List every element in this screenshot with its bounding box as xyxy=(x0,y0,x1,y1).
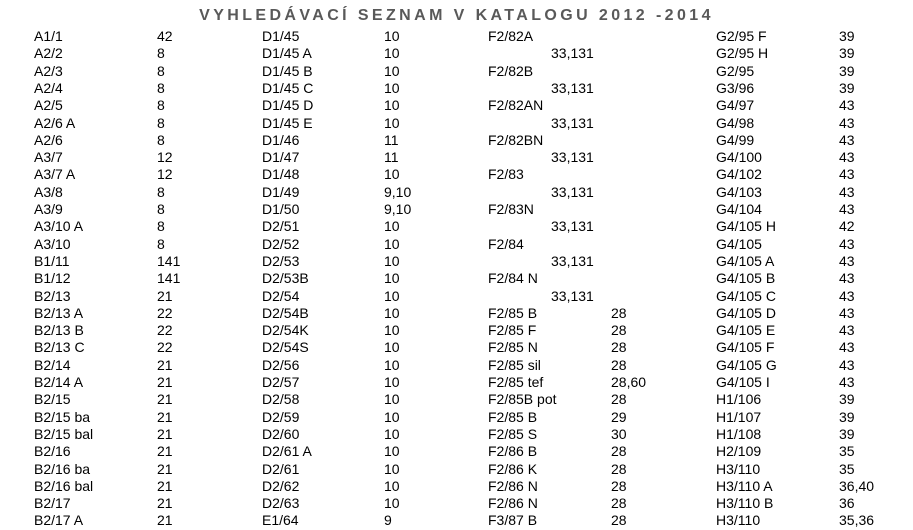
entry-code: B2/15 ba xyxy=(34,409,91,425)
entry-code: D2/51 xyxy=(262,218,300,234)
entry-page: 21 xyxy=(157,461,173,477)
entry-page: 10 xyxy=(384,461,400,477)
entry-code: A3/8 xyxy=(34,184,63,200)
entry-code: D1/49 xyxy=(262,184,300,200)
entry-code: G2/95 H xyxy=(716,45,769,61)
entry-code: G4/105 H xyxy=(716,218,776,234)
entry-code: D1/45 B xyxy=(262,63,313,79)
entry-page: 35,36 xyxy=(839,512,875,528)
entry-page: 10 xyxy=(384,478,400,494)
entry-page: 8 xyxy=(157,63,165,79)
entry-page: 35 xyxy=(839,443,855,459)
entry-code: F2/85B pot xyxy=(488,391,557,407)
entry-code: G4/105 B xyxy=(716,270,776,286)
entry-code: D2/53B xyxy=(262,270,309,286)
entry-code: D2/58 xyxy=(262,391,300,407)
entry-code: D2/59 xyxy=(262,409,300,425)
entry-page: 39 xyxy=(839,28,855,44)
entry-page: 21 xyxy=(157,409,173,425)
entry-page: 43 xyxy=(839,305,855,321)
entry-page: 33,131 xyxy=(551,149,594,165)
entry-page: 29 xyxy=(611,409,627,425)
entry-code: H3/110 xyxy=(716,461,761,477)
entry-code: G4/104 xyxy=(716,201,762,217)
entry-code: A2/5 xyxy=(34,97,63,113)
entry-code: A2/4 xyxy=(34,80,63,96)
entry-code: H1/108 xyxy=(716,426,762,442)
entry-page: 43 xyxy=(839,253,855,269)
entry-code: D2/62 xyxy=(262,478,300,494)
entry-code: H1/107 xyxy=(716,409,762,425)
entry-code: H3/110 B xyxy=(716,495,774,511)
entry-code: B2/16 bal xyxy=(34,478,94,494)
entry-page: 10 xyxy=(384,305,400,321)
entry-code: F3/87 B xyxy=(488,512,538,528)
entry-code: F2/85 F xyxy=(488,322,537,338)
entry-code: D1/48 xyxy=(262,166,300,182)
entry-page: 10 xyxy=(384,28,400,44)
entry-code: G4/105 G xyxy=(716,357,777,373)
entry-code: G4/105 F xyxy=(716,339,775,355)
entry-page: 8 xyxy=(157,97,165,113)
entry-code: G2/95 F xyxy=(716,28,767,44)
entry-page: 8 xyxy=(157,45,165,61)
entry-code: D1/45 A xyxy=(262,45,312,61)
entry-code: D2/60 xyxy=(262,426,300,442)
entry-page: 42 xyxy=(839,218,855,234)
entry-code: H2/109 xyxy=(716,443,762,459)
entry-code: D1/47 xyxy=(262,149,300,165)
entry-code: G2/95 xyxy=(716,63,755,79)
entry-code: F2/85 tef xyxy=(488,374,544,390)
entry-code: F2/85 B xyxy=(488,409,538,425)
entry-page: 39 xyxy=(839,80,855,96)
entry-code: A2/6 xyxy=(34,132,63,148)
entry-page: 36 xyxy=(839,495,855,511)
entry-code: B2/13 B xyxy=(34,322,84,338)
entry-page: 8 xyxy=(157,115,165,131)
entry-page: 10 xyxy=(384,45,400,61)
entry-page: 43 xyxy=(839,374,855,390)
entry-code: F2/85 N xyxy=(488,339,538,355)
entry-page: 8 xyxy=(157,80,165,96)
entry-page: 9,10 xyxy=(384,184,412,200)
entry-page: 10 xyxy=(384,374,400,390)
entry-code: A2/3 xyxy=(34,63,63,79)
entry-page: 8 xyxy=(157,132,165,148)
entry-page: 33,131 xyxy=(551,218,594,234)
entry-code: D2/54K xyxy=(262,322,309,338)
entry-code: D2/54 xyxy=(262,288,300,304)
entry-code: D1/45 E xyxy=(262,115,313,131)
entry-page: 33,131 xyxy=(551,253,594,269)
entry-page: 10 xyxy=(384,236,400,252)
entry-code: B2/14 xyxy=(34,357,71,373)
entry-code: A3/10 A xyxy=(34,218,84,234)
entry-code: B2/13 xyxy=(34,288,71,304)
entry-page: 10 xyxy=(384,63,400,79)
entry-page: 10 xyxy=(384,495,400,511)
entry-page: 33,131 xyxy=(551,115,594,131)
entry-page: 43 xyxy=(839,184,855,200)
entry-page: 42 xyxy=(157,28,173,44)
entry-page: 12 xyxy=(157,166,173,182)
entry-code: G4/105 I xyxy=(716,374,770,390)
entry-code: F2/82B xyxy=(488,63,534,79)
entry-page: 39 xyxy=(839,63,855,79)
entry-page: 43 xyxy=(839,322,855,338)
entry-page: 28 xyxy=(611,443,627,459)
entry-code: F2/82BN xyxy=(488,132,544,148)
index-table xyxy=(0,28,913,530)
entry-page: 10 xyxy=(384,288,400,304)
entry-code: A3/7 xyxy=(34,149,63,165)
entry-page: 10 xyxy=(384,115,400,131)
entry-page: 21 xyxy=(157,478,173,494)
entry-page: 10 xyxy=(384,426,400,442)
entry-page: 22 xyxy=(157,339,173,355)
entry-page: 28 xyxy=(611,478,627,494)
entry-page: 28 xyxy=(611,305,627,321)
entry-page: 28 xyxy=(611,495,627,511)
entry-page: 43 xyxy=(839,115,855,131)
entry-page: 21 xyxy=(157,512,173,528)
entry-code: F2/86 N xyxy=(488,495,538,511)
entry-code: F2/82A xyxy=(488,28,534,44)
entry-code: A3/7 A xyxy=(34,166,76,182)
entry-page: 21 xyxy=(157,288,173,304)
entry-code: F2/83N xyxy=(488,201,534,217)
entry-page: 11 xyxy=(384,132,399,148)
entry-page: 43 xyxy=(839,236,855,252)
entry-code: D2/54S xyxy=(262,339,309,355)
entry-page: 8 xyxy=(157,236,165,252)
entry-page: 8 xyxy=(157,184,165,200)
entry-page: 10 xyxy=(384,166,400,182)
entry-code: F2/83 xyxy=(488,166,524,182)
entry-code: B2/15 xyxy=(34,391,71,407)
entry-code: D2/52 xyxy=(262,236,300,252)
entry-page: 39 xyxy=(839,391,855,407)
entry-code: D1/46 xyxy=(262,132,300,148)
entry-code: D2/61 xyxy=(262,461,300,477)
entry-page: 35 xyxy=(839,461,855,477)
entry-page: 10 xyxy=(384,97,400,113)
entry-page: 43 xyxy=(839,201,855,217)
entry-page: 10 xyxy=(384,357,400,373)
entry-page: 10 xyxy=(384,218,400,234)
entry-code: F2/85 S xyxy=(488,426,538,442)
entry-page: 28 xyxy=(611,461,627,477)
entry-page: 28 xyxy=(611,391,627,407)
entry-code: B2/17 xyxy=(34,495,71,511)
entry-code: B1/11 xyxy=(34,253,70,269)
entry-page: 28 xyxy=(611,512,627,528)
entry-page: 28,60 xyxy=(611,374,647,390)
entry-code: G4/98 xyxy=(716,115,755,131)
entry-code: F2/85 B xyxy=(488,305,538,321)
entry-code: G4/105 xyxy=(716,236,762,252)
entry-page: 22 xyxy=(157,305,173,321)
entry-page: 12 xyxy=(157,149,173,165)
entry-page: 39 xyxy=(839,409,855,425)
entry-code: D2/61 A xyxy=(262,443,312,459)
entry-code: D2/56 xyxy=(262,357,300,373)
entry-page: 21 xyxy=(157,391,173,407)
entry-page: 8 xyxy=(157,201,165,217)
entry-code: B2/13 C xyxy=(34,339,85,355)
entry-code: G4/105 C xyxy=(716,288,776,304)
entry-code: G4/102 xyxy=(716,166,762,182)
entry-code: B2/13 A xyxy=(34,305,84,321)
entry-code: G4/99 xyxy=(716,132,755,148)
entry-code: F2/86 B xyxy=(488,443,538,459)
entry-code: D2/53 xyxy=(262,253,300,269)
entry-page: 43 xyxy=(839,149,855,165)
entry-page: 8 xyxy=(157,218,165,234)
entry-code: B1/12 xyxy=(34,270,71,286)
entry-code: G4/105 D xyxy=(716,305,776,321)
entry-page: 10 xyxy=(384,391,400,407)
entry-page: 28 xyxy=(611,322,627,338)
entry-code: A1/1 xyxy=(34,28,63,44)
entry-code: H1/106 xyxy=(716,391,762,407)
entry-code: B2/16 xyxy=(34,443,71,459)
entry-page: 21 xyxy=(157,374,173,390)
entry-page: 33,131 xyxy=(551,80,594,96)
entry-code: F2/86 K xyxy=(488,461,538,477)
entry-page: 28 xyxy=(611,339,627,355)
entry-code: D1/45 xyxy=(262,28,300,44)
entry-code: H3/110 xyxy=(716,512,761,528)
entry-code: G3/96 xyxy=(716,80,755,96)
entry-page: 36,40 xyxy=(839,478,875,494)
entry-code: G4/105 A xyxy=(716,253,775,269)
entry-code: E1/64 xyxy=(262,512,299,528)
entry-page: 21 xyxy=(157,357,173,373)
entry-page: 43 xyxy=(839,288,855,304)
entry-code: D1/50 xyxy=(262,201,300,217)
entry-code: A2/6 A xyxy=(34,115,76,131)
entry-code: A3/10 xyxy=(34,236,71,252)
entry-page: 22 xyxy=(157,322,173,338)
entry-page: 10 xyxy=(384,322,400,338)
entry-code: B2/17 A xyxy=(34,512,84,528)
entry-code: G4/100 xyxy=(716,149,762,165)
entry-page: 9 xyxy=(384,512,392,528)
entry-code: F2/86 N xyxy=(488,478,538,494)
entry-page: 141 xyxy=(157,253,181,269)
entry-page: 43 xyxy=(839,270,855,286)
entry-page: 10 xyxy=(384,253,400,269)
entry-code: D2/57 xyxy=(262,374,300,390)
entry-code: H3/110 A xyxy=(716,478,773,494)
entry-code: D1/45 C xyxy=(262,80,314,96)
entry-code: F2/85 sil xyxy=(488,357,541,373)
entry-page: 21 xyxy=(157,426,173,442)
entry-code: B2/15 bal xyxy=(34,426,94,442)
entry-page: 43 xyxy=(839,97,855,113)
entry-page: 10 xyxy=(384,270,400,286)
entry-code: F2/84 N xyxy=(488,270,538,286)
entry-page: 33,131 xyxy=(551,288,594,304)
entry-code: D2/63 xyxy=(262,495,300,511)
entry-page: 43 xyxy=(839,339,855,355)
entry-page: 30 xyxy=(611,426,627,442)
entry-page: 9,10 xyxy=(384,201,412,217)
entry-page: 10 xyxy=(384,339,400,355)
entry-code: G4/97 xyxy=(716,97,755,113)
entry-code: D2/54B xyxy=(262,305,309,321)
entry-code: F2/84 xyxy=(488,236,524,252)
entry-page: 39 xyxy=(839,45,855,61)
entry-code: G4/105 E xyxy=(716,322,776,338)
entry-code: A3/9 xyxy=(34,201,63,217)
entry-code: F2/82AN xyxy=(488,97,544,113)
entry-page: 28 xyxy=(611,357,627,373)
entry-code: D1/45 D xyxy=(262,97,314,113)
entry-page: 43 xyxy=(839,166,855,182)
entry-page: 11 xyxy=(384,149,399,165)
entry-page: 10 xyxy=(384,443,400,459)
entry-page: 10 xyxy=(384,409,400,425)
entry-page: 10 xyxy=(384,80,400,96)
page-title: VYHLEDÁVACÍ SEZNAM V KATALOGU 2012 -2014 xyxy=(199,7,714,24)
entry-page: 43 xyxy=(839,357,855,373)
entry-page: 21 xyxy=(157,495,173,511)
entry-code: G4/103 xyxy=(716,184,762,200)
entry-page: 33,131 xyxy=(551,45,594,61)
entry-page: 43 xyxy=(839,132,855,148)
entry-page: 39 xyxy=(839,426,855,442)
entry-page: 21 xyxy=(157,443,173,459)
entry-code: A2/2 xyxy=(34,45,63,61)
entry-page: 33,131 xyxy=(551,184,594,200)
entry-code: B2/14 A xyxy=(34,374,84,390)
entry-code: B2/16 ba xyxy=(34,461,91,477)
entry-page: 141 xyxy=(157,270,181,286)
